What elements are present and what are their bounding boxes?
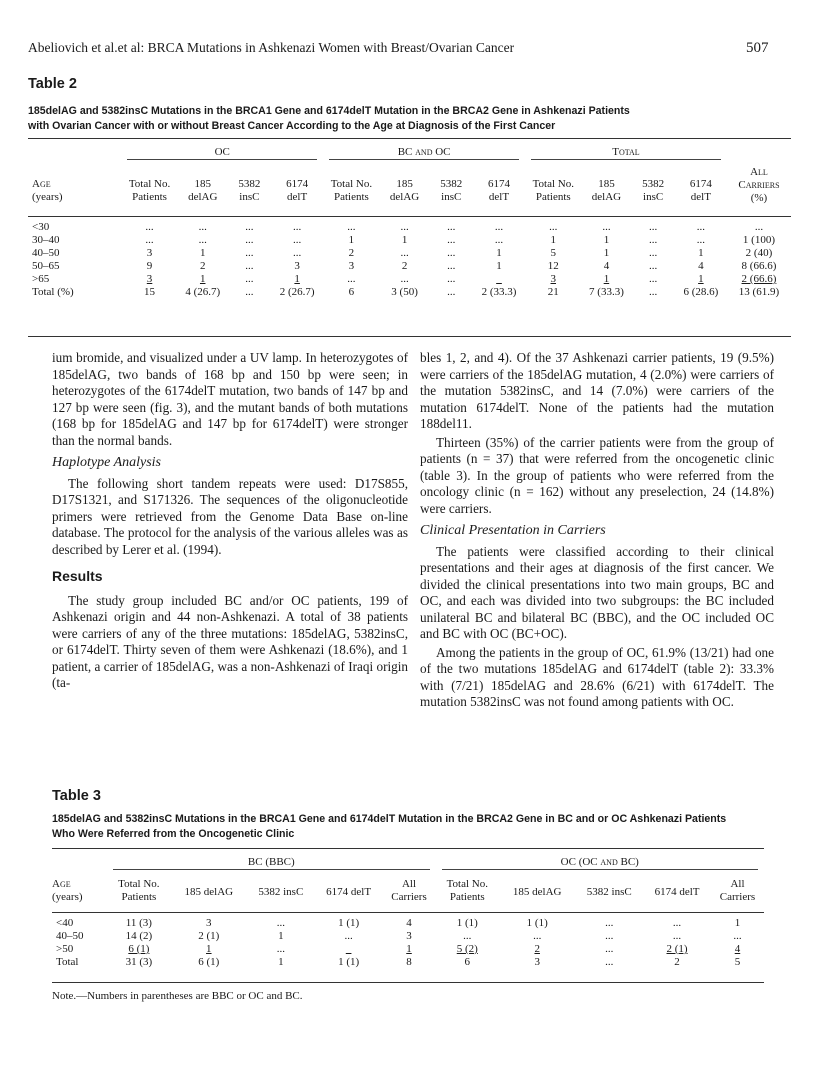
table-cell: 2 (1) [198, 930, 220, 942]
table-cell: 1 [603, 234, 610, 246]
row-age: Total (%) [32, 286, 74, 298]
table-cell: 2 (26.7) [279, 286, 315, 298]
table-cell: 8 (66.6) [741, 260, 777, 272]
paragraph: The study group included BC and/or OC patients, 199 of Ashkenazi origin and 44 non-Ashkenazi. A total of 38 patients were carriers of any of the three mutations: 185delAG, 5382insC, or 6174delT. Thirty seven of them were Ashkenazi (18.6%), and 1 patient, a carrier of 185delAG, was a non-Ashkenazi of Iraqi origin (ta- [52, 592, 408, 690]
row-age: 40–50 [32, 247, 60, 259]
table3-group-header-row [52, 850, 764, 874]
table-cell: 2 [348, 247, 355, 259]
table-row [52, 943, 764, 956]
table2-caption-line1: 185delAG and 5382insC Mutations in the BRCA1 Gene and 6174delT Mutation in the BRCA2 Gene in Ashkenazi Patients [28, 105, 630, 117]
table-row [28, 221, 791, 234]
table-cell: 9 [146, 260, 153, 272]
table-cell: 4 (26.7) [185, 286, 221, 298]
running-title: Abeliovich et al.et al: BRCA Mutations in Ashkenazi Women with Breast/Ovarian Cancer [28, 40, 515, 55]
table2-group-bc-oc: BC and OC [397, 146, 451, 158]
table-cell: 14 (2) [125, 930, 153, 942]
page-number: 507 [746, 40, 769, 56]
table2-caption-line2: with Ovarian Cancer with or without Breast Cancer According to the Age at Diagnosis of the First Cancer [28, 120, 556, 132]
table-cell: ... [293, 221, 302, 233]
table-cell: 1 [401, 234, 408, 246]
table-cell: 7 (33.3) [589, 286, 624, 298]
table-cell: ... [245, 286, 254, 298]
table-cell: ... [648, 273, 658, 285]
table3-label: Table 3 [52, 788, 101, 804]
table-cell: 2 [199, 260, 206, 272]
row-age: <30 [32, 221, 50, 233]
table2-column-header-row: Age (years) Total No. Patients 185 delAG 5382 insC 6174 delT Total No. Patients 185 delAG 5382 insC 6174 delT Total No. Patients 185 delAG 5382 insC 6174 delT All Carriers (%) [28, 164, 791, 216]
table-cell: ... [549, 221, 558, 233]
right-column [420, 350, 774, 711]
table-cell: 1 [603, 273, 610, 285]
paragraph: ium bromide, and visualized under a UV lamp. In heterozygotes of 185delAG, two bands of 168 bp and 150 bp were seen; in heterozygotes of the 6174delT mutation, two bands of 147 bp and 127 bp were seen (fig. 3), and the mutant bands of both mutations (168 bp for 185delAG and 147 bp for 6174delT) were stronger than the normal bands. [52, 350, 408, 448]
table3-age-head: Age [52, 878, 71, 890]
table-cell: 2 (40) [745, 247, 773, 259]
table-cell: 3 (50) [391, 286, 418, 298]
table-cell: ... [447, 273, 456, 285]
table-cell: 1 (1) [338, 917, 360, 929]
section-heading-clinical: Clinical Presentation in Carriers [420, 523, 606, 538]
table-cell: 1 (1) [526, 917, 548, 929]
table3-column-header-row: Age (years) Total No. Patients 185 delAG 5382 insC 6174 delT All Carriers Total No. Patients 185 delAG 5382 insC 6174 delT All Carriers [52, 878, 756, 903]
table-cell: ... [198, 221, 207, 233]
table-cell: ... [145, 221, 154, 233]
table-cell: ... [754, 221, 764, 233]
table-cell: ... [447, 286, 456, 298]
table-cell: ... [672, 930, 682, 942]
table-cell: _ [496, 273, 502, 285]
table-cell: ... [245, 247, 254, 259]
table2-group-header-row [28, 140, 791, 164]
table-cell: ... [648, 221, 658, 233]
table-cell: 4 [698, 260, 704, 272]
table-row [28, 273, 791, 286]
table3-top-rule [52, 848, 764, 849]
row-age: <40 [56, 917, 74, 929]
table-cell: ... [145, 234, 154, 246]
section-heading-results: Results [52, 568, 103, 584]
table-cell: ... [672, 917, 682, 929]
table-cell: 2 (66.6) [741, 273, 777, 285]
table-row [28, 247, 791, 260]
paragraph: Thirteen (35%) of the carrier patients were from the group of patients (n = 37) that were referred from the oncogenetic clinic (table 3). In the group of patients who were referred from the oncology clinic (n = 162) without any preselection, 24 (14.8%) were carriers. [420, 434, 774, 516]
table2-top-rule [28, 138, 791, 139]
table2-caption [28, 104, 630, 134]
table-row [28, 234, 791, 247]
row-age: >50 [56, 943, 74, 955]
table-cell: ... [605, 943, 614, 955]
table-cell: ... [602, 221, 611, 233]
row-age: Total [56, 956, 79, 968]
table-cell: 1 [206, 943, 212, 955]
table2-all-carriers-head: All [750, 166, 768, 178]
table3-bottom-rule [52, 982, 764, 983]
table-cell: 1 [406, 943, 412, 955]
table-cell: ... [245, 273, 254, 285]
table-cell: 1 [278, 930, 284, 942]
table3-group-bc: BC (BBC) [247, 856, 295, 868]
table-cell: 3 [146, 273, 153, 285]
table-row [52, 917, 764, 930]
paragraph: bles 1, 2, and 4). Of the 37 Ashkenazi carrier patients, 19 (9.5%) were carriers of the 185delAG mutation, 4 (2.0%) were carriers of the mutation 5382insC, and 14 (7.0%) were carriers of the mutation 6174delT. None of the patients had the mutation 188del11. [420, 350, 774, 431]
table-cell: 6 (1) [128, 943, 150, 955]
table-cell: ... [648, 234, 658, 246]
table2-group-total: Total [612, 146, 640, 158]
table-cell: 1 [698, 273, 704, 285]
table-cell: ... [245, 234, 254, 246]
table-cell: ... [400, 247, 409, 259]
table-cell: 3 [406, 930, 412, 942]
table3 [52, 850, 764, 969]
table-cell: 1 (100) [742, 234, 775, 246]
table-cell: ... [198, 234, 207, 246]
table-cell: ... [276, 917, 285, 929]
table-cell: ... [276, 943, 285, 955]
table-cell: 1 [278, 956, 284, 968]
table-cell: 3 [146, 247, 153, 259]
table-cell: 12 [547, 260, 559, 272]
table3-caption-line2: Who Were Referred from the Oncogenetic Clinic [52, 828, 295, 840]
table-cell: 3 [348, 260, 355, 272]
table-cell: ... [447, 247, 456, 259]
table2-bottom-rule [28, 336, 791, 337]
table-cell: 6 [348, 286, 355, 298]
table-cell: 1 [550, 234, 557, 246]
table-cell: ... [648, 286, 658, 298]
table-cell: 13 (61.9) [738, 286, 780, 298]
table-cell: 4 [603, 260, 610, 272]
table-cell: ... [400, 273, 409, 285]
table-cell: 1 [698, 247, 704, 259]
table-cell: ... [245, 221, 254, 233]
paragraph: The patients were classified according to their clinical presentations and their ages at diagnosis of the first cancer. We divided the clinical presentations into two main groups, BC and OC, and each was divided into two subgroups: the BC included unilateral BC and bilateral BC (BBC), and the OC included OC and BC with OC (BC+OC). [420, 543, 774, 641]
row-age: >65 [32, 273, 50, 285]
table-cell: ... [447, 234, 456, 246]
table-cell: 3 [550, 273, 557, 285]
table-cell: ... [447, 260, 456, 272]
table-row [52, 956, 764, 969]
table-cell: 3 [206, 917, 212, 929]
table-cell: 1 [734, 917, 741, 929]
paragraph: The following short tandem repeats were used: D17S855, D17S1321, and S171326. The sequences of the oligonucleotide primers were retrieved from the Genome Data Base on-line database. The protocol for the analysis of the various alleles was as described by Lerer et al. (1994). [52, 475, 408, 557]
table-cell: 2 [534, 943, 540, 955]
table-cell: ... [400, 221, 409, 233]
table-cell: 3 [534, 956, 540, 968]
table-cell: 1 [199, 247, 206, 259]
table-cell: ... [648, 247, 658, 259]
table-cell: ... [347, 221, 356, 233]
table-cell: ... [648, 260, 658, 272]
table-cell: 1 [496, 247, 502, 259]
table-cell: 2 (1) [666, 943, 688, 955]
table-cell: 1 [603, 247, 610, 259]
table3-caption [52, 812, 726, 842]
row-age: 50–65 [32, 260, 60, 272]
paragraph: Among the patients in the group of OC, 61.9% (13/21) had one of the two mutations 185delAG and 6174delT (table 2): 33.3% with (7/21) 185delAG and 28.6% (6/21) with 6174delT. The mutation 5382insC was not found among patients with OC. [420, 644, 774, 709]
table-cell: ... [245, 260, 254, 272]
table-cell: ... [494, 234, 504, 246]
table-row [28, 286, 791, 299]
table2-label: Table 2 [28, 76, 77, 92]
row-age: 30–40 [32, 234, 60, 246]
table-cell: ... [605, 956, 614, 968]
table-cell: 6 (28.6) [683, 286, 719, 298]
table-cell: 5 [550, 247, 557, 259]
table-cell: 1 [348, 234, 355, 246]
table-cell: 1 (1) [338, 956, 360, 968]
table-cell: 21 [547, 286, 559, 298]
table-cell: ... [347, 273, 356, 285]
table3-note: Note.—Numbers in parentheses are BBC or OC and BC. [52, 990, 303, 1002]
table-cell: ... [494, 221, 504, 233]
table2-group-oc: OC [214, 146, 230, 158]
table-cell: ... [605, 917, 614, 929]
table-cell: 31 (3) [125, 956, 153, 968]
table-cell: 4 [734, 943, 741, 955]
table-cell: 6 (1) [198, 956, 220, 968]
table-cell: 1 (1) [456, 917, 478, 929]
table-cell: ... [463, 930, 472, 942]
table-cell: 5 [734, 956, 741, 968]
table-cell: 2 (33.3) [481, 286, 517, 298]
table-row [52, 930, 764, 943]
table2-age-head: Age [32, 178, 51, 190]
table-cell: ... [344, 930, 353, 942]
table-cell: ... [293, 234, 302, 246]
table-cell: 1 [496, 260, 502, 272]
table3-caption-line1: 185delAG and 5382insC Mutations in the BRCA1 Gene and 6174delT Mutation in the BRCA2 Gene in BC and or OC Ashkenazi Patients [52, 813, 727, 825]
table-cell: ... [447, 221, 456, 233]
table-cell: 1 [294, 273, 300, 285]
table-row [28, 260, 791, 273]
table-cell: ... [605, 930, 614, 942]
table3-group-oc: OC (OC and BC) [560, 856, 639, 868]
table-cell: 15 [144, 286, 156, 298]
row-age: 40–50 [56, 930, 84, 942]
table-cell: 4 [406, 917, 412, 929]
table-cell: 6 [464, 956, 471, 968]
table-cell: 8 [406, 956, 412, 968]
table-cell: ... [696, 234, 705, 246]
table-cell: ... [733, 930, 742, 942]
table-cell: 3 [294, 260, 300, 272]
table-cell: ... [533, 930, 542, 942]
table-cell: 2 [401, 260, 408, 272]
section-heading-haplotype: Haplotype Analysis [52, 455, 162, 470]
table-cell: _ [345, 943, 352, 955]
table-cell: 2 [674, 956, 680, 968]
table-cell: 1 [199, 273, 206, 285]
table2 [28, 140, 791, 299]
table-cell: 11 (3) [125, 917, 152, 929]
left-column [52, 350, 408, 692]
table-cell: ... [696, 221, 705, 233]
table-cell: ... [293, 247, 302, 259]
table-cell: 5 (2) [456, 943, 478, 955]
